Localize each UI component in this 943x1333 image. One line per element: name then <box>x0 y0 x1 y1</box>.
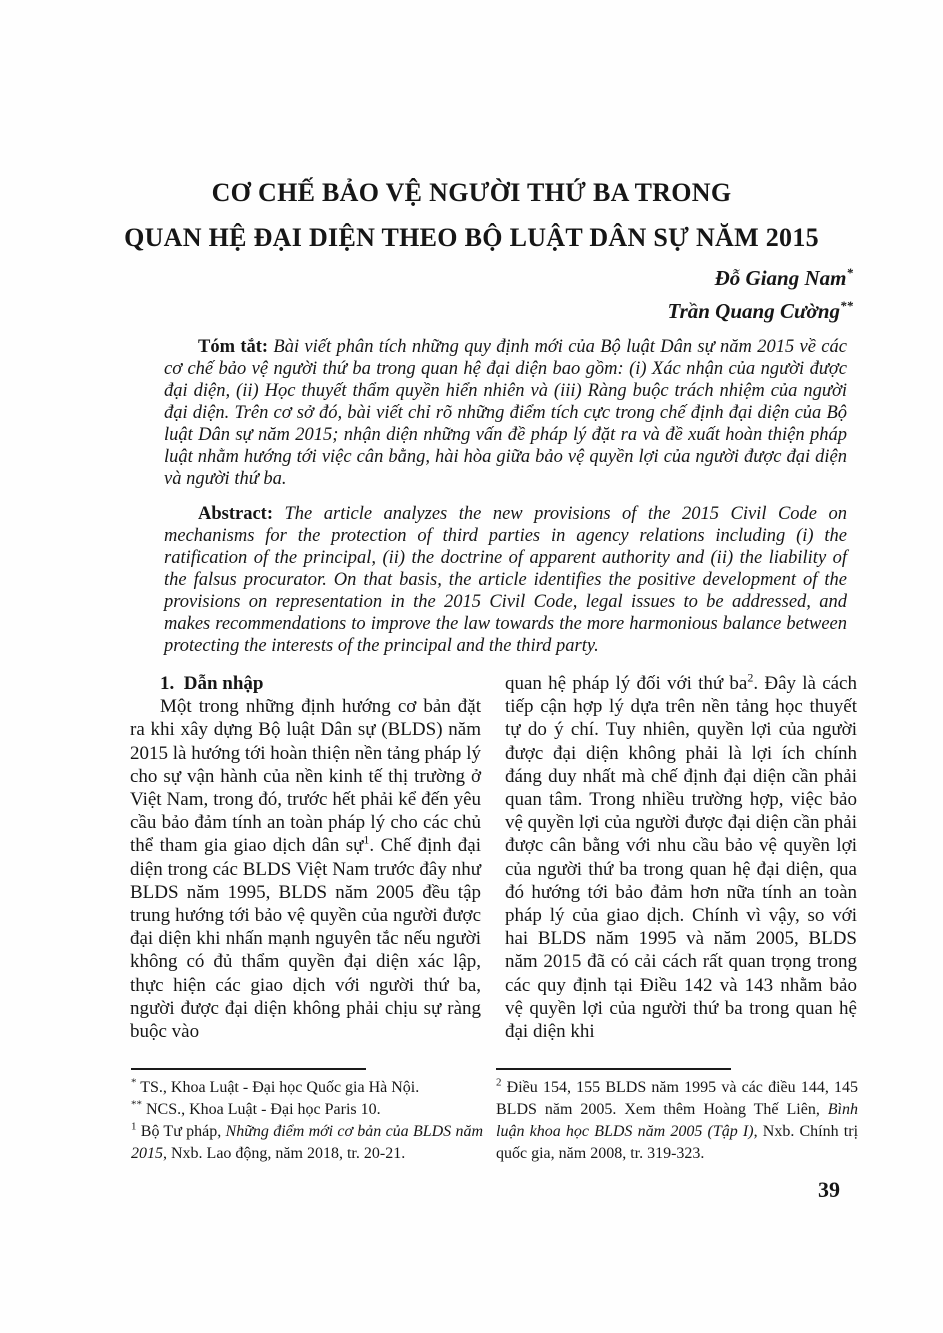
footnote-1-book-title: Những điểm mới cơ bản của BLDS năm 2015 <box>131 1123 484 1162</box>
author-2-affiliation-marker: ** <box>840 298 853 313</box>
body-column-right <box>505 672 857 1043</box>
footnote-2 <box>496 1077 858 1165</box>
author-2-name: Trần Quang Cường <box>667 299 840 323</box>
footnote-2-text-pre: Điều 154, 155 BLDS năm 1995 và các điều 144, 145 BLDS năm 2005. Xem thêm Hoàng Thế Liên, <box>496 1079 858 1118</box>
article-title <box>70 170 873 260</box>
footnote-separator-right <box>496 1068 731 1070</box>
article-title-line-1: CƠ CHẾ BẢO VỆ NGƯỜI THỨ BA TRONG <box>211 178 732 207</box>
author-1-affiliation-marker: * <box>846 265 853 280</box>
body-left-text-1: Một trong những định hướng cơ bản đặt ra khi xây dựng Bộ luật Dân sự (BLDS) năm 2015 là hướng tới hoàn thiện nền tảng pháp lý cho sự vận hành của nền kinh tế thị trường ở Việt Nam, trong đó, trước hết phải kể đến yêu cầu bảo đảm tính an toàn pháp lý cho các chủ thể tham gia giao dịch dân sự <box>130 696 481 857</box>
section-1-heading: 1. Dẫn nhập <box>160 673 264 694</box>
body-paragraph-right <box>505 672 857 1043</box>
article-title-line-2: QUAN HỆ ĐẠI DIỆN THEO BỘ LUẬT DÂN SỰ NĂM 2015 <box>124 223 819 252</box>
abstract-vietnamese-paragraph <box>164 336 847 490</box>
footnotes-right-column <box>496 1068 858 1165</box>
footnote-author-2-text: NCS., Khoa Luật - Đại học Paris 10. <box>142 1101 381 1118</box>
footnote-author-1-text: TS., Khoa Luật - Đại học Quốc gia Hà Nội. <box>136 1079 420 1096</box>
footnote-author-1 <box>131 1077 483 1099</box>
footnote-author-2-marker: ** <box>131 1098 142 1111</box>
footnote-ref-1: 1 <box>363 833 370 848</box>
body-paragraph-left <box>130 695 481 1043</box>
author-1-name: Đỗ Giang Nam <box>714 266 847 290</box>
footnote-1-marker: 1 <box>131 1120 137 1133</box>
abstract-vietnamese-text: Bài viết phân tích những quy định mới của Bộ luật Dân sự năm 2015 về các cơ chế bảo vệ người thứ ba trong quan hệ đại diện bao gồm: (i) Xác nhận của người được đại diện, (ii) Học thuyết thẩm quyền hiển nhiên và (iii) Ràng buộc trách nhiệm của người đại diện. Trên cơ sở đó, bài viết chỉ rõ những điểm tích cực trong chế định đại diện của Bộ luật Dân sự năm 2015; nhận diện những vấn đề pháp lý đặt ra và đề xuất hoàn thiện pháp luật nhằm hướng tới việc cân bằng, hài hòa giữa bảo vệ quyền lợi của người được đại diện và người thứ ba. <box>164 337 847 489</box>
abstract-vietnamese <box>164 336 847 490</box>
body-right-text-2: . Đây là cách tiếp cận hợp lý dựa trên nền tảng học thuyết tự do ý chí. Tuy nhiên, quyền lợi của người được đại diện không phải là lợi ích chính đáng duy nhất mà chế định đại diện cần phải quan tâm. Trong nhiều trường hợp, việc bảo vệ quyền lợi của người được đại diện cần phải được cân bằng với nhu cầu bảo vệ quyền lợi của người thứ ba trong quan hệ đại diện, qua đó hướng tới bảo đảm hơn nữa tính an toàn pháp lý của giao dịch. Chính vì vậy, so với hai BLDS năm 1995 và năm 2005, BLDS năm 2015 đã có cải cách rất quan trọng trong các quy định tại Điều 142 và 143 nhằm bảo vệ quyền lợi của người thứ ba trong quan hệ đại diện khi <box>505 673 857 1043</box>
author-1 <box>130 262 853 295</box>
page-number: 39 <box>818 1177 840 1202</box>
footnote-1-text-post: , Nxb. Lao động, năm 2018, tr. 20-21. <box>163 1145 406 1162</box>
body-left-text-2: . Chế định đại diện trong các BLDS Việt Nam trước đây như BLDS năm 1995, BLDS năm 2005 đều tập trung hướng tới bảo vệ quyền của người được đại diện khi nhấn mạnh nguyên tắc nếu người không có đủ thẩm quyền đại diện xác lập, thực hiện các giao dịch với người thứ ba, người được đại diện không phải chịu sự ràng buộc vào <box>130 835 481 1043</box>
footnote-separator-left <box>131 1068 366 1070</box>
abstract-english <box>164 503 847 657</box>
body-columns <box>130 672 857 1043</box>
abstract-english-paragraph <box>164 503 847 657</box>
body-column-left <box>130 672 481 1043</box>
footnote-1-text-pre: Bộ Tư pháp, <box>136 1123 226 1140</box>
authors-block <box>130 262 853 328</box>
body-right-text-1: quan hệ pháp lý đối với thứ ba <box>505 673 748 694</box>
abstract-vietnamese-label: Tóm tắt: <box>198 337 269 357</box>
abstract-english-label: Abstract: <box>198 504 274 524</box>
footnote-author-1-marker: * <box>131 1076 137 1089</box>
author-2 <box>130 295 853 328</box>
footnote-1 <box>131 1121 483 1165</box>
abstract-english-text: The article analyzes the new provisions of the 2015 Civil Code on mechanisms for the protection of third parties in agency relations including (i) the ratification of the principal, (ii) the doctrine of apparent authority and (ii) the liability of the falsus procurator. On that basis, the article identifies the positive development of the provisions on representation in the 2015 Civil Code, legal issues to be addressed, and makes recommendations to improve the law towards the more harmonious balance between protecting the interests of the principal and the third party. <box>164 504 847 656</box>
footnote-2-book-title: Bình luận khoa học BLDS năm 2005 (Tập I) <box>496 1101 858 1140</box>
footnotes-left-column <box>131 1068 483 1165</box>
footnote-author-2 <box>131 1099 483 1121</box>
footnote-ref-2: 2 <box>747 670 754 685</box>
footnote-2-text-post: , Nxb. Chính trị quốc gia, năm 2008, tr. 319-323. <box>496 1123 859 1162</box>
footnote-2-marker: 2 <box>496 1076 502 1089</box>
